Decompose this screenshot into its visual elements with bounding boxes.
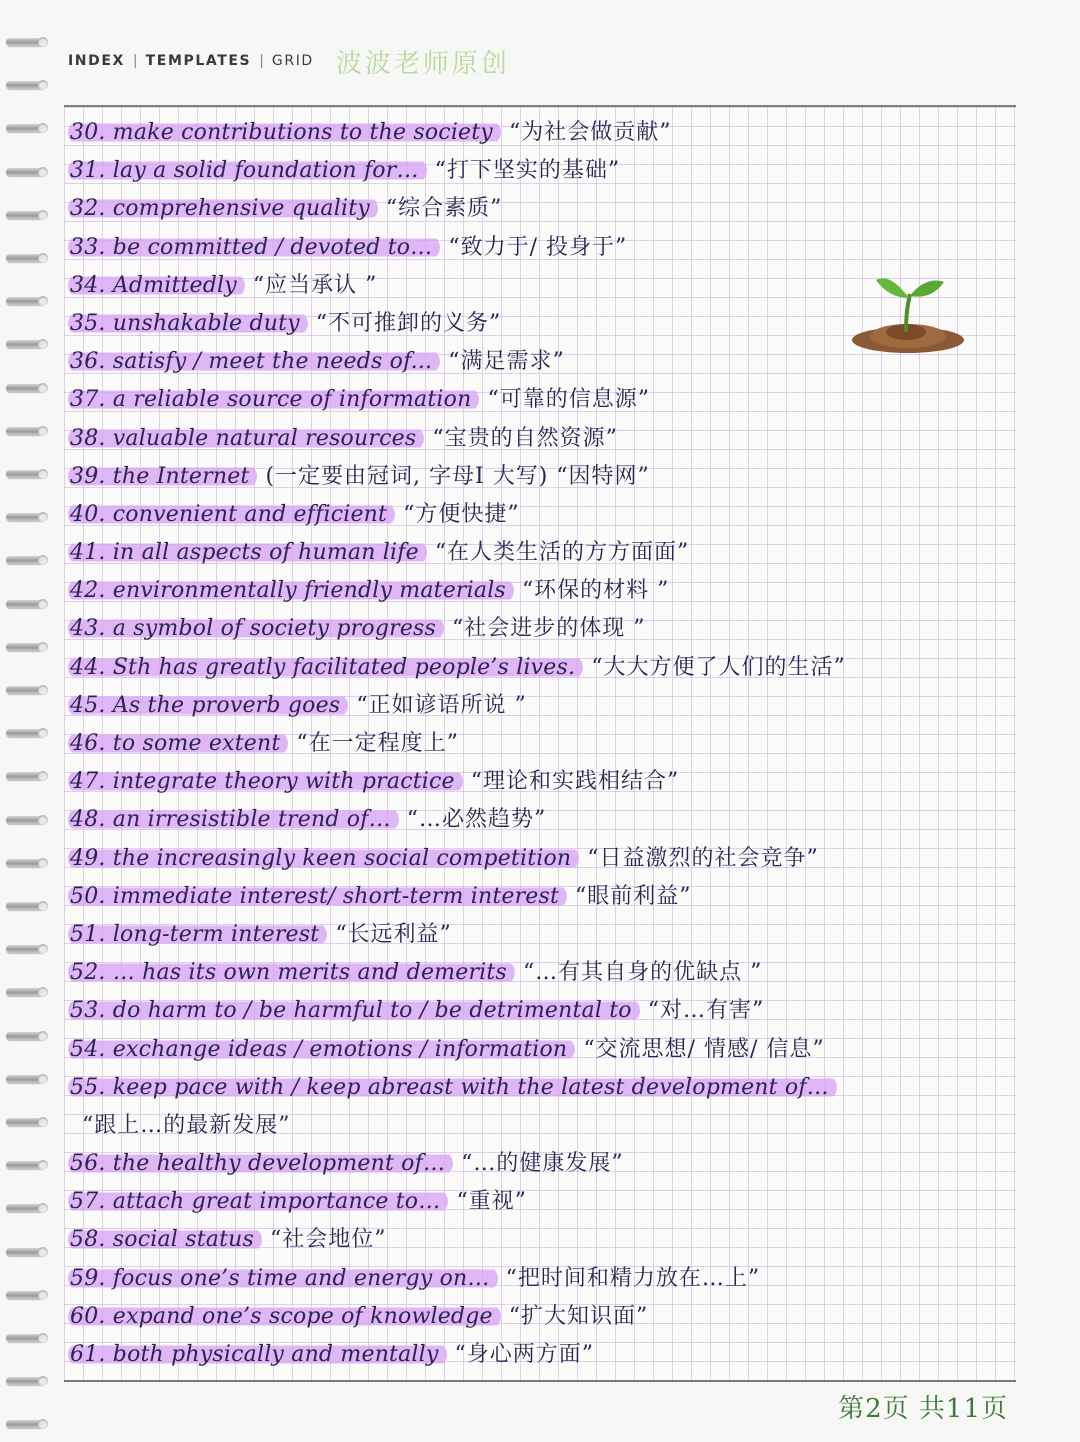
phrase-english: 46. to some extent — [68, 731, 288, 756]
phrase-chinese: “交流思想/ 情感/ 信息” — [583, 1036, 825, 1062]
phrase-chinese: “正如谚语所说 ” — [356, 692, 527, 718]
phrase-chinese: “眼前利益” — [575, 883, 692, 909]
phrase-english: 42. environmentally friendly materials — [68, 578, 514, 603]
phrase-chinese: (一定要由冠词, 字母I 大写) “因特网” — [265, 463, 650, 489]
spiral-ring — [6, 250, 46, 266]
phrase-english: 49. the increasingly keen social competition — [68, 846, 579, 871]
phrase-entry — [68, 878, 1013, 916]
phrase-entry — [68, 1336, 1013, 1374]
phrase-chinese: “可靠的信息源” — [487, 387, 650, 413]
spiral-ring — [6, 768, 46, 784]
spiral-ring — [6, 898, 46, 914]
phrase-english: 51. long-term interest — [68, 922, 327, 947]
phrase-entry — [68, 840, 1013, 878]
phrase-chinese: “…必然趋势” — [406, 807, 547, 833]
spiral-ring — [6, 1200, 46, 1216]
spiral-ring — [6, 293, 46, 309]
phrase-chinese: “把时间和精力放在…上” — [505, 1265, 761, 1291]
phrase-chinese: “社会地位” — [269, 1227, 387, 1253]
spiral-ring — [6, 164, 46, 180]
spiral-ring — [6, 380, 46, 396]
phrase-chinese: “日益激烈的社会竞争” — [587, 845, 819, 871]
spiral-ring — [6, 552, 46, 568]
phrase-entry — [68, 381, 1013, 419]
phrase-chinese: “方便快捷” — [403, 501, 520, 527]
spiral-ring — [6, 77, 46, 93]
phrase-entry — [68, 496, 1013, 534]
phrase-english: 48. an irresistible trend of… — [68, 807, 399, 832]
phrase-chinese: “…有其自身的优缺点 ” — [522, 960, 763, 986]
nav-templates[interactable]: TEMPLATES — [145, 53, 252, 69]
bottom-rule — [64, 1380, 1016, 1382]
phrase-chinese: “综合素质” — [385, 196, 503, 222]
spiral-ring — [6, 812, 46, 828]
phrase-english: 60. expand one’s scope of knowledge — [68, 1304, 501, 1329]
phrase-english: 59. focus one’s time and energy on… — [68, 1266, 498, 1291]
phrase-entry — [68, 763, 1013, 801]
phrase-entry — [68, 572, 1013, 610]
phrase-english: 36. satisfy / meet the needs of... — [68, 349, 440, 374]
phrase-chinese: “对…有害” — [647, 998, 765, 1024]
phrase-english: 57. attach great importance to… — [68, 1189, 448, 1214]
phrase-chinese: “宝贵的自然资源” — [432, 425, 618, 451]
nav-index[interactable]: INDEX — [68, 53, 125, 69]
phrase-entry — [68, 534, 1013, 572]
author-watermark: 波波老师原创 — [335, 48, 510, 79]
phrase-english: 37. a reliable source of information — [68, 387, 479, 412]
phrase-chinese: “身心两方面” — [454, 1342, 595, 1367]
phrase-english: 50. immediate interest/ short-term interest — [68, 884, 567, 909]
phrase-entry — [68, 992, 1013, 1030]
seedling-in-soil-icon — [846, 258, 966, 358]
phrase-chinese: “重视” — [456, 1189, 527, 1215]
phrase-entry — [68, 1145, 1013, 1183]
spiral-ring — [6, 855, 46, 871]
spiral-ring — [6, 984, 46, 1000]
spiral-ring — [6, 336, 46, 352]
spiral-ring — [6, 466, 46, 482]
phrase-entry — [68, 801, 1013, 839]
phrase-chinese: “理论和实践相结合” — [470, 769, 680, 795]
spiral-ring — [6, 423, 46, 439]
phrase-entry — [68, 916, 1013, 954]
phrase-chinese: “满足需求” — [448, 349, 565, 375]
spiral-ring — [6, 1330, 46, 1346]
phrase-entry — [68, 1221, 1013, 1259]
phrase-entry — [68, 687, 1013, 725]
phrase-english: 38. valuable natural resources — [68, 426, 424, 451]
phrase-english: 52. … has its own merits and demerits — [68, 960, 515, 985]
page-header — [68, 44, 510, 78]
phrase-english: 61. both physically and mentally — [68, 1342, 447, 1367]
spiral-ring — [6, 509, 46, 525]
phrase-chinese: “在一定程度上” — [296, 731, 459, 756]
nav-separator: | — [259, 53, 264, 69]
phrase-english: 34. Admittedly — [68, 273, 245, 298]
phrase-english: 30. make contributions to the society — [68, 120, 501, 145]
phrase-chinese: “…的健康发展” — [461, 1151, 624, 1177]
phrase-english: 33. be committed / devoted to… — [68, 235, 440, 260]
phrase-entry — [68, 152, 1013, 190]
phrase-entry — [68, 954, 1013, 992]
phrase-entry — [68, 114, 1013, 152]
phrase-chinese: “打下坚实的基础” — [434, 158, 621, 184]
phrase-entry — [68, 1031, 1013, 1069]
spiral-ring — [6, 1028, 46, 1044]
phrase-entry — [68, 1069, 1013, 1107]
phrase-english: 41. in all aspects of human life — [68, 540, 427, 565]
spiral-ring — [6, 120, 46, 136]
spiral-ring — [6, 207, 46, 223]
phrase-chinese: “长远利益” — [335, 921, 452, 947]
spiral-ring — [6, 639, 46, 655]
phrase-entry — [68, 1260, 1013, 1298]
phrase-chinese: “跟上…的最新发展” — [82, 1112, 291, 1138]
phrase-chinese: “在人类生活的方方面面” — [434, 540, 690, 566]
phrase-entry — [68, 420, 1013, 458]
phrase-english: 45. As the proverb goes — [68, 693, 348, 718]
spiral-ring — [6, 596, 46, 612]
phrase-english: 47. integrate theory with practice — [68, 769, 463, 794]
phrase-english: 44. Sth has greatly facilitated people’s lives. — [68, 655, 583, 680]
phrase-chinese: “环保的材料 ” — [521, 578, 670, 604]
phrase-english: 55. keep pace with / keep abreast with the latest development of… — [68, 1075, 837, 1100]
phrase-english: 31. lay a solid foundation for… — [68, 158, 427, 183]
phrase-chinese: “致力于/ 投身于” — [448, 234, 628, 260]
phrase-english: 54. exchange ideas / emotions / information — [68, 1037, 575, 1062]
phrase-entry — [68, 1183, 1013, 1221]
spiral-binding — [0, 0, 60, 1442]
phrase-english: 32. comprehensive quality — [68, 196, 378, 221]
phrase-english: 58. social status — [68, 1227, 262, 1252]
phrase-entry — [68, 610, 1013, 648]
phrase-chinese: “应当承认 ” — [252, 272, 378, 298]
phrase-english: 56. the healthy development of… — [68, 1151, 453, 1176]
spiral-ring — [6, 1416, 46, 1432]
phrase-chinese: “大大方便了人们的生活” — [591, 654, 846, 680]
spiral-ring — [6, 1071, 46, 1087]
spiral-ring — [6, 1114, 46, 1130]
nav-separator: | — [132, 53, 138, 69]
phrase-entry — [68, 1298, 1013, 1336]
phrase-english: 53. do harm to / be harmful to / be detrimental to — [68, 998, 640, 1023]
spiral-ring — [6, 1244, 46, 1260]
spiral-ring — [6, 34, 46, 50]
phrase-chinese: “不可推卸的义务” — [315, 310, 502, 336]
phrase-entry — [68, 190, 1013, 228]
page-indicator: 第2页 共11页 — [838, 1394, 1008, 1424]
spiral-ring — [6, 682, 46, 698]
phrase-chinese: “为社会做贡献” — [508, 120, 672, 145]
phrase-english: 39. the Internet — [68, 464, 257, 489]
spiral-ring — [6, 1157, 46, 1173]
spiral-ring — [6, 1287, 46, 1303]
phrase-english: 40. convenient and efficient — [68, 502, 395, 527]
phrase-entry — [68, 649, 1013, 687]
phrase-entry — [68, 725, 1013, 763]
phrase-entry — [68, 458, 1013, 496]
nav-grid[interactable]: GRID — [271, 53, 314, 69]
spiral-ring — [6, 941, 46, 957]
phrase-english: 35. unshakable duty — [68, 311, 308, 336]
phrase-entry — [68, 1107, 1013, 1145]
phrase-chinese: “社会进步的体现 ” — [452, 616, 646, 642]
phrase-english: 43. a symbol of society progress — [68, 616, 444, 641]
phrase-chinese: “扩大知识面” — [508, 1303, 649, 1329]
spiral-ring — [6, 725, 46, 741]
spiral-ring — [6, 1373, 46, 1389]
